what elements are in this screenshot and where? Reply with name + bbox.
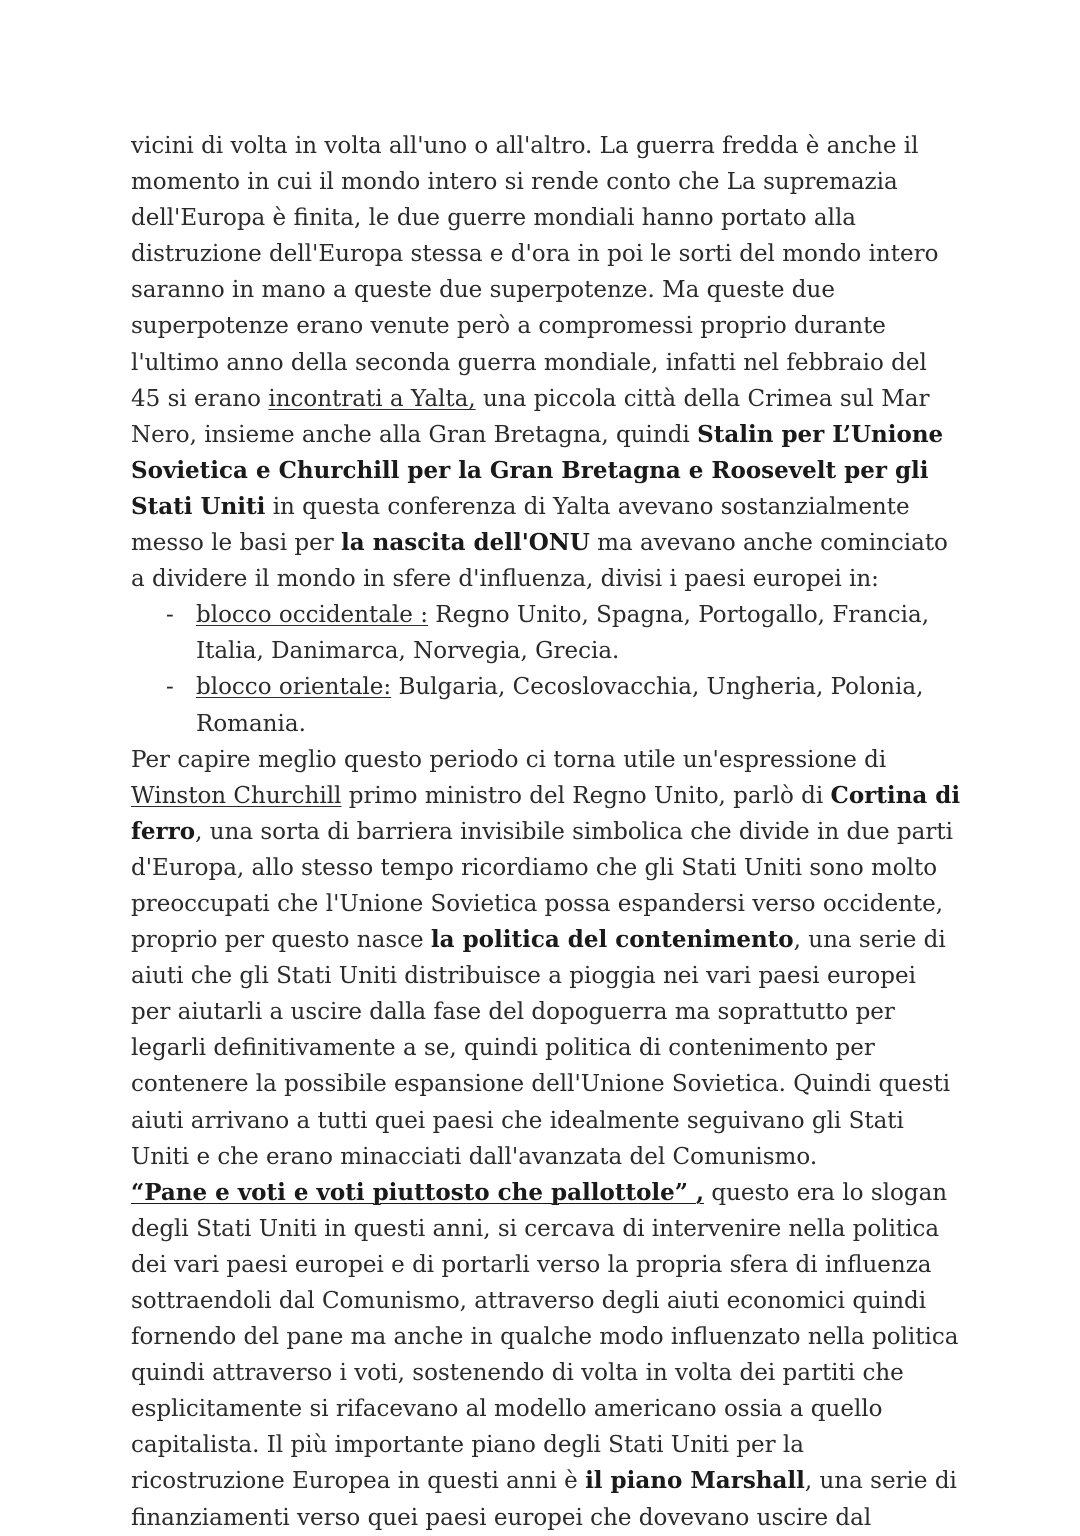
- paragraph-yalta: [131, 128, 961, 597]
- bold-marshall: il piano Marshall: [585, 1467, 805, 1495]
- underlined-yalta: incontrati a Yalta,: [268, 385, 476, 412]
- blocs-list: [131, 597, 961, 741]
- text-run: in questa conferenza di Yalta avevano sostanzialmente messo le basi per: [131, 493, 910, 557]
- underlined-churchill: Winston Churchill: [131, 782, 342, 809]
- bold-onu: la nascita dell'ONU: [341, 529, 590, 557]
- text-run: questo era lo slogan degli Stati Uniti in questi anni, si cercava di intervenire nella politica dei vari paesi europei e di portarli verso la propria sfera di influenza sottraendoli dal Comunismo, attraverso degli aiuti economici quindi fornendo del pane ma anche in qualche modo influenzato nella politica quindi attraverso i voti, sostenendo di volta in volta dei partiti che esplicitamente si rifacevano al modello americano ossia a quello capitalista. Il più importante piano degli Stati Uniti per la ricostruzione Europea in questi anni è: [131, 1179, 959, 1495]
- bold-leaders: Stalin per L’Unione Sovietica e Churchill per la Gran Bretagna e Roosevelt per gli Stati Uniti: [131, 420, 944, 520]
- list-item-text: Regno Unito, Spagna, Portogallo, Francia, Italia, Danimarca, Norvegia, Grecia.: [196, 602, 930, 665]
- text-run: una piccola città della Crimea sul Mar Nero, insieme anche alla Gran Bretagna, quindi: [131, 385, 930, 448]
- text-run: Per capire meglio questo periodo ci torna utile un'espressione di: [131, 746, 887, 773]
- text-run: ma avevano anche cominciato a dividere il mondo in sfere d'influenza, divisi i paesi europei in:: [131, 530, 948, 593]
- bold-cortina: Cortina di ferro: [131, 781, 961, 845]
- list-item: [196, 669, 961, 741]
- paragraph-slogan: [131, 1175, 961, 1536]
- text-run: vicini di volta in volta all'uno o all'altro. La guerra fredda è anche il momento in cui il mondo intero si rende conto che La supremazia dell'Europa è finita, le due guerre mondiali hanno portato alla distruzione dell'Europa stessa e d'ora in poi le sorti del mondo intero saranno in mano a queste due superpotenze. Ma queste due superpotenze erano venute però a compromessi proprio durante l'ultimo anno della seconda guerra mondiale, infatti nel febbraio del 45 si erano: [131, 133, 939, 412]
- paragraph-churchill: [131, 742, 961, 1175]
- list-item: [196, 597, 961, 669]
- list-item-text: Bulgaria, Cecoslovacchia, Ungheria, Polonia, Romania.: [196, 674, 924, 737]
- text-run: , una serie di finanziamenti verso quei paesi europei che dovevano uscire dal: [131, 1468, 957, 1531]
- text-run: primo ministro del Regno Unito, parlò di: [341, 782, 831, 809]
- body-text: [131, 128, 961, 1536]
- text-run: , una serie di aiuti che gli Stati Uniti distribuisce a pioggia nei vari paesi europei per aiutarli a uscire dalla fase del dopoguerra ma soprattutto per legarli definitivamente a se, quindi politica di contenimento per contenere la possibile espansione dell'Unione Sovietica. Quindi questi aiuti arrivano a tutti quei paesi che idealmente seguivano gli Stati Uniti e che erano minacciati dall'avanzata del Comunismo.: [131, 927, 951, 1170]
- text-run: , una sorta di barriera invisibile simbolica che divide in due parti d'Europa, allo stesso tempo ricordiamo che gli Stati Uniti sono molto preoccupati che l'Unione Sovietica possa espandersi verso occidente, proprio per questo nasce: [131, 818, 953, 954]
- bold-contenimento: la politica del contenimento: [430, 926, 794, 954]
- slogan: “Pane e voti e voti piuttosto che pallottole” ,: [131, 1178, 705, 1206]
- list-item-label: blocco occidentale :: [196, 602, 428, 629]
- list-item-label: blocco orientale:: [196, 674, 392, 701]
